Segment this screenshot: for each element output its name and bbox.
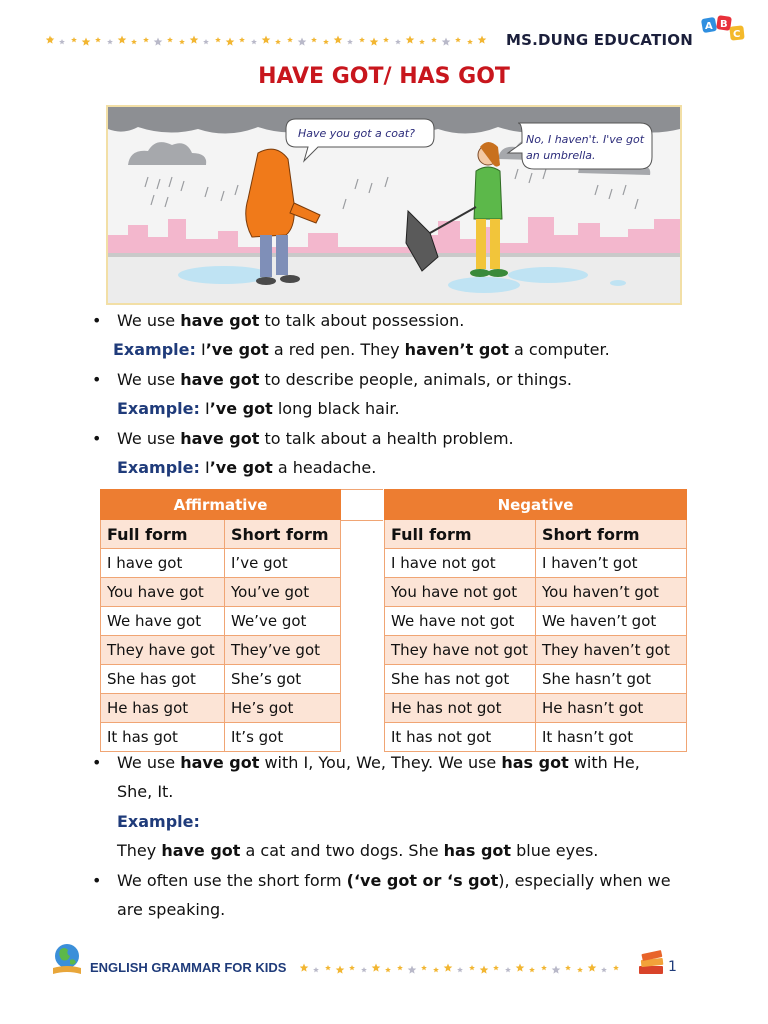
speech-bubble-answer-line2: an umbrella. — [526, 149, 596, 162]
star-icon — [383, 37, 389, 42]
star-icon — [347, 39, 353, 44]
rule-possession: We use have got to talk about possession. — [117, 311, 465, 330]
star-icon — [433, 967, 439, 972]
star-icon — [287, 37, 293, 42]
bullet-3: • — [92, 429, 102, 448]
star-icon — [154, 38, 163, 46]
star-icon — [226, 38, 235, 46]
table-cell: You have got — [101, 578, 225, 607]
table-cell: He hasn’t got — [536, 694, 687, 723]
globe-book-icon — [50, 942, 84, 976]
star-icon — [467, 39, 473, 44]
rain-scene-illustration — [106, 105, 682, 305]
footer-title: ENGLISH GRAMMAR FOR KIDS — [90, 960, 287, 975]
table-cell: I’ve got — [225, 549, 341, 578]
star-icon — [262, 36, 271, 44]
star-icon — [577, 967, 583, 972]
star-icon — [601, 967, 607, 972]
affirmative-table — [100, 489, 341, 752]
star-icon — [59, 39, 65, 44]
star-icon — [336, 966, 345, 974]
star-icon — [251, 39, 257, 44]
affirmative-header: Affirmative — [101, 490, 341, 520]
negative-table — [384, 489, 687, 752]
star-icon — [349, 965, 355, 970]
star-icon — [421, 965, 427, 970]
star-icon — [516, 964, 525, 972]
brand-name: MS.DUNG EDUCATION — [506, 31, 693, 49]
negative-header: Negative — [385, 490, 687, 520]
star-icon — [478, 36, 487, 44]
bullet-5: • — [92, 871, 102, 890]
star-icon — [370, 38, 379, 46]
table-cell: She hasn’t got — [536, 665, 687, 694]
illustration-drawing — [108, 107, 680, 303]
table-cell: We haven’t got — [536, 607, 687, 636]
example-label: Example: — [117, 812, 200, 831]
table-cell: I have got — [101, 549, 225, 578]
star-icon — [431, 37, 437, 42]
star-icon — [203, 39, 209, 44]
star-icon — [588, 964, 597, 972]
abc-blocks-logo — [700, 14, 748, 44]
bullet-1: • — [92, 311, 102, 330]
table-cell: They’ve got — [225, 636, 341, 665]
star-icon — [71, 37, 77, 42]
table-cell: She’s got — [225, 665, 341, 694]
star-icon — [419, 39, 425, 44]
affirmative-col-full: Full form — [101, 520, 225, 549]
table-cell: We have not got — [385, 607, 536, 636]
star-icon — [325, 965, 331, 970]
star-icon — [529, 967, 535, 972]
star-icon — [397, 965, 403, 970]
books-icon — [636, 948, 666, 978]
star-icon — [361, 967, 367, 972]
star-icon — [565, 965, 571, 970]
table-cell: He has got — [101, 694, 225, 723]
star-icon — [313, 967, 319, 972]
speech-bubble-answer-line1: No, I haven't. I've got — [526, 133, 645, 146]
star-icon — [552, 966, 561, 974]
star-icon — [613, 965, 619, 970]
speech-bubble-question: Have you got a coat? — [298, 127, 415, 140]
footer-star-border — [300, 962, 630, 976]
star-icon — [300, 964, 308, 972]
star-icon — [82, 38, 91, 46]
star-icon — [118, 36, 127, 44]
table-cell: You’ve got — [225, 578, 341, 607]
star-icon — [95, 37, 101, 42]
star-icon — [143, 37, 149, 42]
table-cell: It’s got — [225, 723, 341, 752]
star-icon — [493, 965, 499, 970]
star-icon — [442, 38, 451, 46]
rule-subjects-cont: She, It. — [117, 782, 174, 801]
star-icon — [239, 37, 245, 42]
star-icon — [406, 36, 415, 44]
table-cell: It has not got — [385, 723, 536, 752]
table-cell: I haven’t got — [536, 549, 687, 578]
table-cell: We have got — [101, 607, 225, 636]
table-cell: I have not got — [385, 549, 536, 578]
star-icon — [455, 37, 461, 42]
rule-describe: We use have got to describe people, animals, or things. — [117, 370, 573, 389]
page-number: 1 — [668, 959, 677, 975]
example-health: Example: I’ve got a headache. — [117, 458, 377, 477]
bullet-4: • — [92, 753, 102, 772]
table-gap — [341, 489, 383, 521]
rule-subjects: We use have got with I, You, We, They. We use has got with He, — [117, 753, 640, 772]
logo-letter-b: B — [720, 19, 728, 30]
table-cell: You have not got — [385, 578, 536, 607]
negative-col-full: Full form — [385, 520, 536, 549]
star-icon — [179, 39, 185, 44]
table-cell: She has got — [101, 665, 225, 694]
table-cell: They have got — [101, 636, 225, 665]
star-icon — [190, 36, 199, 44]
star-icon — [215, 37, 221, 42]
table-cell: You haven’t got — [536, 578, 687, 607]
example-possession: Example: I’ve got a red pen. They haven’t got a computer. — [113, 340, 610, 359]
star-icon — [359, 37, 365, 42]
star-icon — [275, 39, 281, 44]
star-icon — [46, 36, 54, 44]
table-cell: She has not got — [385, 665, 536, 694]
table-cell: They have not got — [385, 636, 536, 665]
logo-letter-a: A — [705, 21, 713, 32]
rule-health: We use have got to talk about a health problem. — [117, 429, 514, 448]
logo-letter-c: C — [733, 29, 741, 40]
star-icon — [457, 967, 463, 972]
table-cell: We’ve got — [225, 607, 341, 636]
star-icon — [298, 38, 307, 46]
star-icon — [395, 39, 401, 44]
table-cell: It has got — [101, 723, 225, 752]
rule-short-form: We often use the short form (‘ve got or ‘s got), especially when we — [117, 871, 671, 890]
table-cell: He’s got — [225, 694, 341, 723]
star-icon — [480, 966, 489, 974]
star-icon — [469, 965, 475, 970]
star-icon — [444, 964, 453, 972]
table-cell: He has not got — [385, 694, 536, 723]
star-icon — [408, 966, 417, 974]
rule-short-form-cont: are speaking. — [117, 900, 226, 919]
example-subjects: They have got a cat and two dogs. She has got blue eyes. — [117, 841, 599, 860]
table-cell: It hasn’t got — [536, 723, 687, 752]
page-title: HAVE GOT/ HAS GOT — [258, 64, 510, 89]
example-describe: Example: I’ve got long black hair. — [117, 399, 400, 418]
star-icon — [107, 39, 113, 44]
star-icon — [334, 36, 343, 44]
bullet-2: • — [92, 370, 102, 389]
negative-col-short: Short form — [536, 520, 687, 549]
star-icon — [323, 39, 329, 44]
star-icon — [385, 967, 391, 972]
star-icon — [311, 37, 317, 42]
star-icon — [131, 39, 137, 44]
star-icon — [505, 967, 511, 972]
header-star-border — [46, 34, 496, 48]
star-icon — [167, 37, 173, 42]
star-icon — [372, 964, 381, 972]
star-icon — [541, 965, 547, 970]
affirmative-col-short: Short form — [225, 520, 341, 549]
table-cell: They haven’t got — [536, 636, 687, 665]
